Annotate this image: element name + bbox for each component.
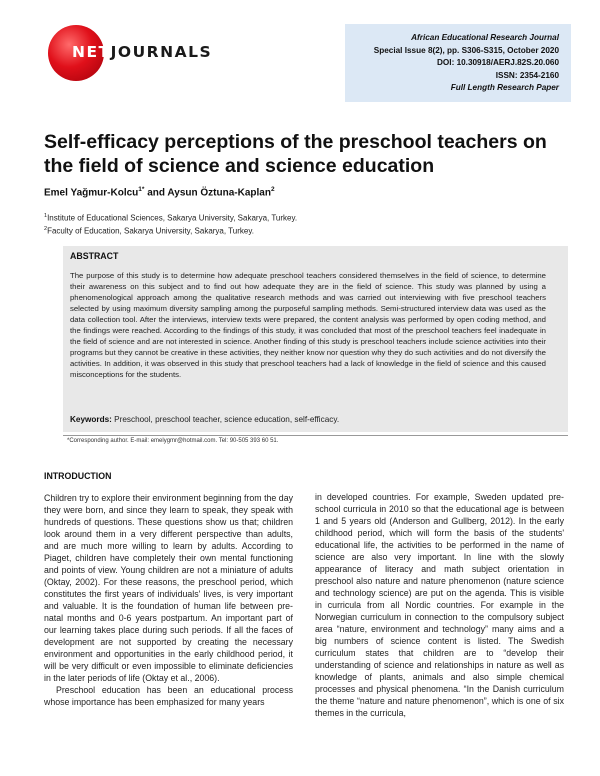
corresponding-author-note: *Corresponding author. E-mail: emelygmr@hotmail.com. Tel: 90-505 393 60 51. — [67, 438, 279, 444]
abstract-heading: ABSTRACT — [70, 251, 119, 261]
affiliation-2-num: 2 — [44, 225, 48, 232]
journal-info-box — [345, 24, 571, 102]
paper-type: Full Length Research Paper — [450, 83, 559, 92]
affiliation-2 — [44, 224, 297, 237]
abstract-text: The purpose of this study is to determine how adequate preschool teachers considered themselves in the field of science, to determine their awareness on this subject and to find out how adequate they are in the field of science. This study was planned by using a phenomenological approach among the qualitative research methods and was carried out interviewing with five preschool teachers selected by using maximum diversity sampling among the purposeful sampling methods. Semi-structured interview data was used as the data collection tool. After the interviews, interview texts were prepared, the content analysis was performed by open coding method, and the findings were reached. According to the findings of this study, it was concluded that most of the preschool teachers feel inadequate in the field of science and are not interested in science. Another finding of this study is preschool teachers include science activities into their programs but they cannot be creative in these activities, they neither know nor question why they do such activities and do not diversify the activities. In addition, it was observed in this study that preschool teachers had a lack of knowledge in the field of science and this caused misconceptions for the students. — [70, 271, 546, 379]
body-column-right — [315, 491, 564, 719]
logo-journals: JOURNALS — [110, 43, 213, 61]
journal-doi: DOI: 10.30918/AERJ.82S.20.060 — [437, 58, 559, 67]
author-1: Emel Yağmur-Kolcu — [44, 187, 139, 199]
logo-wordmark — [72, 43, 212, 61]
affiliation-1-text: Institute of Educational Sciences, Sakarya University, Sakarya, Turkey. — [47, 213, 298, 223]
keywords-label: Keywords: — [70, 415, 112, 424]
keywords-list: Preschool, preschool teacher, science education, self-efficacy. — [111, 415, 340, 424]
intro-paragraph-2: Preschool education has been an educational process whose importance has been emphasized for many years — [44, 685, 293, 707]
affiliation-1-num: 1 — [44, 213, 48, 219]
introduction-heading: INTRODUCTION — [44, 471, 112, 481]
abstract-box — [63, 246, 568, 432]
footnote-divider — [63, 435, 568, 436]
journal-issn: ISSN: 2354-2160 — [495, 70, 559, 80]
paper-title: Self-efficacy perceptions of the preschool teachers on the field of science and science education — [44, 131, 547, 177]
author-2-affil: 2 — [270, 186, 275, 193]
affiliations — [44, 211, 297, 236]
affiliation-1 — [44, 211, 297, 224]
publisher-logo — [48, 22, 218, 82]
author-connector: and — [144, 187, 168, 199]
author-1-affil: 1 — [138, 186, 142, 193]
corresponding-mark: * — [141, 186, 145, 193]
affiliation-2-text: Faculty of Education, Sakarya University, Sakarya, Turkey. — [47, 226, 254, 236]
keywords-line — [70, 415, 339, 424]
logo-net: NET — [72, 43, 111, 61]
journal-issue: Special Issue 8(2), pp. S306-S315, October 2020 — [373, 45, 559, 55]
intro-paragraph-3: in developed countries. For example, Sweden updated pre-school curricula in 2010 so that the educational age is between 1 and 5 years old (Anderson and Gullberg, 2012). In the early childhood period, which will form the basis of the students' educational life, the activities to be performed in the name of science are also very important. In line with the slowly appearance of literacy and math subject orientation in preschool also nature and nature phenomenon (nature science and technology science) are put on the agenda. This is visible in curricula from all Nordic countries. For example in the Norwegian curriculum in connection to the compulsory subject area “nature, environment and technology” many aims and a big numbers of science content is listed. The Swedish curriculum states that children are to “develop their understanding of science and relationships in nature as well as knowledge of plants, animals and also simple chemical processes and physical phenomena. “In the Danish curriculum the theme “nature and nature phenomenon”, which is one of six themes in the curricula, — [315, 492, 564, 718]
intro-paragraph-1: Children try to explore their environment beginning from the day they were born, and since they learn to speak, they speak with hundreds of questions. These questions show us that; children look around them in a very different perspective than adults, and are much more willing to learn by adults. According to Piaget, children have completely their own mental functioning and points of view. Young children are not a miniature of adults (Oktay, 2002). For these reasons, the preschool period, which constitutes the first years of individuals' lives, is very important and valuable. It is the foundation of human life between pre-natal months and 0-6 years postpartum. An important part of our learning takes place during such periods. If all the faces of development are not supported by creating the necessary environment and opportunities in the early childhood period, it will be very difficult or even impossible to eliminate deficiencies in the later periods of life (Oktay et al., 2006). — [44, 493, 293, 683]
body-column-left — [44, 492, 293, 708]
author-line — [44, 186, 275, 198]
journal-name: African Educational Research Journal — [411, 33, 559, 42]
author-2: Aysun Öztuna-Kaplan — [167, 187, 271, 199]
